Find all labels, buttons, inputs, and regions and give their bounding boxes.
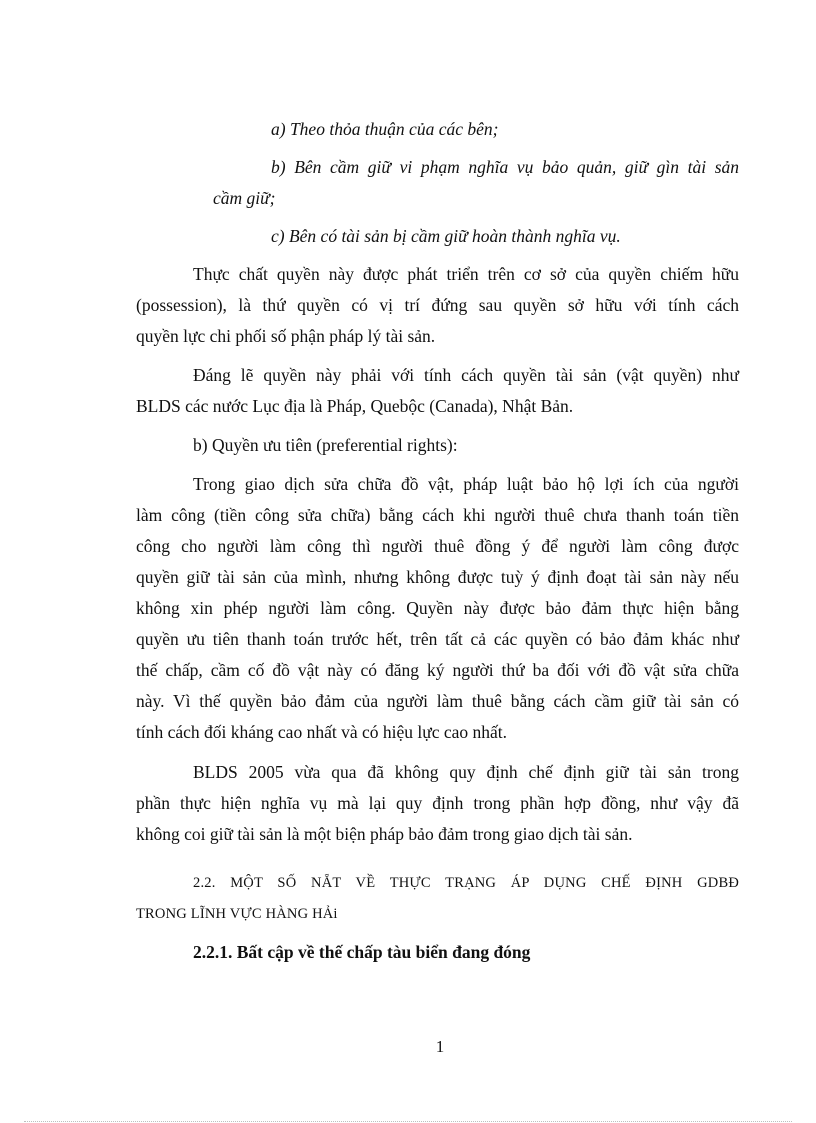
subsection-heading: 2.2.1. Bất cập về thế chấp tàu biển đang đóng: [193, 942, 531, 962]
page-number: 1: [435, 1037, 445, 1056]
paragraph-3-line-2: làm công (tiền công sửa chữa) bằng cách khi người thuê chưa thanh toán tiền: [136, 505, 739, 525]
paragraph-4-line-1: BLDS 2005 vừa qua đã không quy định chế định giữ tài sản trong: [193, 762, 739, 782]
paragraph-4-line-3: không coi giữ tài sản là một biện pháp bảo đảm trong giao dịch tài sản.: [136, 824, 633, 844]
paragraph-3-line-4: quyền giữ tài sản của mình, nhưng không được tuỳ ý định đoạt tài sản này nếu: [136, 567, 739, 587]
list-item-c: c) Bên có tài sản bị cầm giữ hoàn thành nghĩa vụ.: [271, 226, 621, 246]
paragraph-1-line-2: (possession), là thứ quyền có vị trí đứng sau quyền sở hữu với tính cách: [136, 295, 739, 315]
footer-divider: [24, 1121, 792, 1122]
paragraph-1-line-1: Thực chất quyền này được phát triển trên cơ sở của quyền chiếm hữu: [193, 264, 739, 284]
paragraph-2-line-1: Đáng lẽ quyền này phải với tính cách quyền tài sản (vật quyền) như: [193, 365, 739, 385]
list-item-b-line-1: b) Bên cầm giữ vi phạm nghĩa vụ bảo quản, giữ gìn tài sản: [271, 157, 739, 177]
subheading-preferential-rights: b) Quyền ưu tiên (preferential rights):: [193, 435, 458, 455]
section-heading-line-2: TRONG LĨNH VỰC HÀNG HẢi: [136, 906, 338, 922]
paragraph-3-line-3: công cho người làm công thì người thuê đồng ý để người làm công được: [136, 536, 739, 556]
paragraph-3-line-8: này. Vì thế quyền bảo đảm của người làm thuê bằng cách cầm giữ tài sản có: [136, 691, 739, 711]
list-item-b-line-2: cầm giữ;: [213, 188, 276, 208]
paragraph-3-line-9: tính cách đối kháng cao nhất và có hiệu lực cao nhất.: [136, 722, 508, 742]
paragraph-3-line-5: không xin phép người làm công. Quyền này được bảo đảm thực hiện bằng: [136, 598, 739, 618]
paragraph-3-line-1: Trong giao dịch sửa chữa đồ vật, pháp luật bảo hộ lợi ích của người: [193, 474, 739, 494]
paragraph-3-line-7: thế chấp, cầm cố đồ vật này có đăng ký người thứ ba đối với đồ vật sửa chữa: [136, 660, 739, 680]
paragraph-1-line-3: quyền lực chi phối số phận pháp lý tài sản.: [136, 326, 436, 346]
section-heading-line-1: 2.2. MỘT SỐ NẴT VỀ THỰC TRẠNG ÁP DỤNG CHẾ ĐỊNH GDBĐ: [193, 875, 739, 891]
paragraph-3-line-6: quyền ưu tiên thanh toán trước hết, trên tất cả các quyền có bảo đảm khác như: [136, 629, 739, 649]
paragraph-4-line-2: phần thực hiện nghĩa vụ mà lại quy định trong phần hợp đồng, như vậy đã: [136, 793, 739, 813]
paragraph-2-line-2: BLDS các nước Lục địa là Pháp, Quebộc (Canada), Nhật Bản.: [136, 396, 574, 416]
list-item-a: a) Theo thỏa thuận của các bên;: [271, 119, 499, 139]
